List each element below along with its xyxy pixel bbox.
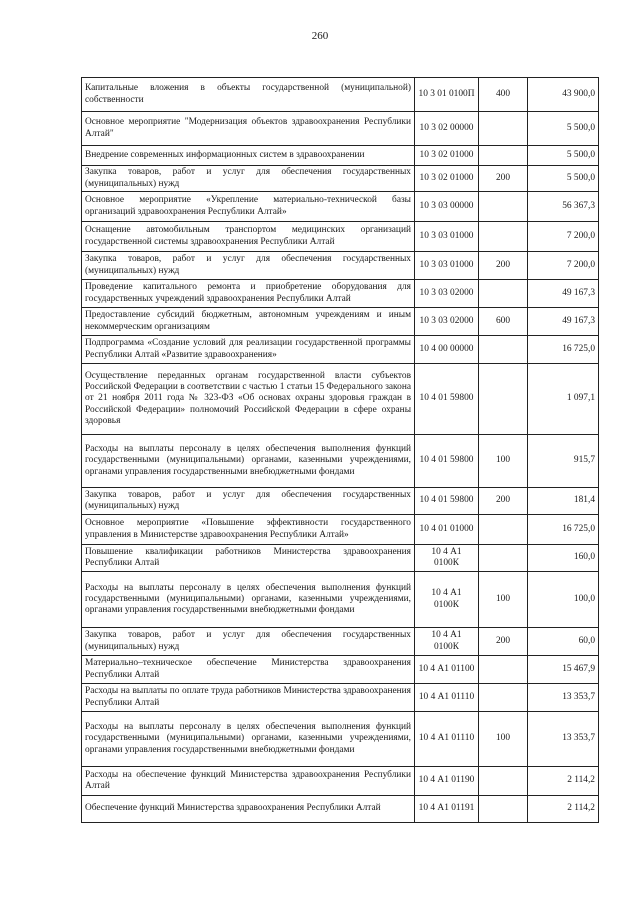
row-code: 10 4 А1 01100 xyxy=(415,656,479,684)
table-row xyxy=(82,364,599,435)
row-code: 10 4 00 00000 xyxy=(415,336,479,364)
row-name: Проведение капитального ремонта и приобретение оборудования для государственных учреждений здравоохранения Республики Алтай xyxy=(82,280,415,308)
row-amount: 13 353,7 xyxy=(528,712,599,767)
row-name: Осуществление переданных органам государственной власти субъектов Российской Федерации в соответствии с частью 1 статьи 15 Федерального закона от 21 ноября 2011 года № 323-ФЗ «Об основах охраны здоровья граждан в Российской Федерации» полномочий Российской Федерации в сфере охраны здоровья xyxy=(82,364,415,435)
budget-table xyxy=(81,77,599,823)
row-name: Расходы на обеспечение функций Министерства здравоохранения Республики Алтай xyxy=(82,767,415,796)
row-code: 10 3 02 01000 xyxy=(415,166,479,192)
page-number: 260 xyxy=(311,30,329,42)
row-name: Основное мероприятие «Укрепление материально-технической базы организаций здравоохранения Республики Алтай» xyxy=(82,192,415,222)
table-row xyxy=(82,146,599,166)
row-expense-type xyxy=(479,364,528,435)
table-row xyxy=(82,166,599,192)
row-amount: 181,4 xyxy=(528,488,599,515)
row-amount: 16 725,0 xyxy=(528,515,599,545)
table-row xyxy=(82,767,599,796)
row-code: 10 4 01 01000 xyxy=(415,515,479,545)
row-name: Закупка товаров, работ и услуг для обеспечения государственных (муниципальных) нужд xyxy=(82,488,415,515)
row-expense-type xyxy=(479,767,528,796)
row-name: Капитальные вложения в объекты государственной (муниципальной) собственности xyxy=(82,78,415,112)
table-row xyxy=(82,192,599,222)
row-name: Подпрограмма «Создание условий для реализации государственной программы Республики Алтай «Развитие здравоохранения» xyxy=(82,336,415,364)
row-amount: 5 500,0 xyxy=(528,146,599,166)
row-amount: 1 097,1 xyxy=(528,364,599,435)
row-expense-type: 200 xyxy=(479,628,528,656)
table-row xyxy=(82,308,599,336)
table-row xyxy=(82,336,599,364)
row-expense-type: 600 xyxy=(479,308,528,336)
row-expense-type: 400 xyxy=(479,78,528,112)
row-expense-type xyxy=(479,515,528,545)
row-name: Оснащение автомобильным транспортом медицинских организаций государственной системы здравоохранения Республики Алтай xyxy=(82,222,415,252)
row-code: 10 4 01 59800 xyxy=(415,435,479,488)
row-expense-type xyxy=(479,796,528,823)
row-code: 10 3 03 01000 xyxy=(415,252,479,280)
row-amount: 7 200,0 xyxy=(528,222,599,252)
row-expense-type xyxy=(479,192,528,222)
row-name: Внедрение современных информационных систем в здравоохранении xyxy=(82,146,415,166)
row-expense-type: 100 xyxy=(479,435,528,488)
row-expense-type xyxy=(479,280,528,308)
row-name: Материально–техническое обеспечение Министерства здравоохранения Республики Алтай xyxy=(82,656,415,684)
row-amount: 5 500,0 xyxy=(528,166,599,192)
row-code: 10 3 03 01000 xyxy=(415,222,479,252)
row-code: 10 3 02 00000 xyxy=(415,112,479,146)
row-name: Предоставление субсидий бюджетным, автономным учреждениям и иным некоммерческим организациям xyxy=(82,308,415,336)
table-row xyxy=(82,545,599,572)
row-expense-type xyxy=(479,545,528,572)
table-row xyxy=(82,796,599,823)
row-code: 10 4 А1 0100К xyxy=(415,628,479,656)
row-name: Основное мероприятие «Повышение эффективности государственного управления в Министерстве здравоохранения Республики Алтай» xyxy=(82,515,415,545)
row-amount: 43 900,0 xyxy=(528,78,599,112)
row-expense-type: 100 xyxy=(479,712,528,767)
row-amount: 60,0 xyxy=(528,628,599,656)
row-amount: 16 725,0 xyxy=(528,336,599,364)
row-name: Обеспечение функций Министерства здравоохранения Республики Алтай xyxy=(82,796,415,823)
row-expense-type xyxy=(479,336,528,364)
row-code: 10 3 03 02000 xyxy=(415,280,479,308)
table-row xyxy=(82,515,599,545)
row-name: Закупка товаров, работ и услуг для обеспечения государственных (муниципальных) нужд xyxy=(82,166,415,192)
row-code: 10 3 02 01000 xyxy=(415,146,479,166)
table-row xyxy=(82,488,599,515)
row-name: Расходы на выплаты по оплате труда работников Министерства здравоохранения Республики Алтай xyxy=(82,684,415,712)
table-row xyxy=(82,280,599,308)
table-row xyxy=(82,572,599,628)
row-name: Расходы на выплаты персоналу в целях обеспечения выполнения функций государственными (муниципальными) органами, казенными учреждениями, органами управления государственными внебюджетными фондами xyxy=(82,572,415,628)
row-amount: 7 200,0 xyxy=(528,252,599,280)
row-expense-type xyxy=(479,222,528,252)
row-amount: 56 367,3 xyxy=(528,192,599,222)
table-row xyxy=(82,712,599,767)
row-code: 10 4 01 59800 xyxy=(415,364,479,435)
row-code: 10 4 А1 01110 xyxy=(415,684,479,712)
row-name: Закупка товаров, работ и услуг для обеспечения государственных (муниципальных) нужд xyxy=(82,628,415,656)
row-expense-type: 200 xyxy=(479,166,528,192)
row-code: 10 4 А1 01110 xyxy=(415,712,479,767)
row-name: Расходы на выплаты персоналу в целях обеспечения выполнения функций государственными (муниципальными) органами, казенными учреждениями, органами управления государственными внебюджетными фондами xyxy=(82,435,415,488)
row-code: 10 4 А1 0100К xyxy=(415,572,479,628)
row-name: Повышение квалификации работников Министерства здравоохранения Республики Алтай xyxy=(82,545,415,572)
row-expense-type: 200 xyxy=(479,488,528,515)
table-row xyxy=(82,435,599,488)
row-code: 10 4 А1 01190 xyxy=(415,767,479,796)
row-amount: 2 114,2 xyxy=(528,796,599,823)
row-expense-type xyxy=(479,112,528,146)
row-amount: 915,7 xyxy=(528,435,599,488)
row-amount: 13 353,7 xyxy=(528,684,599,712)
table-row xyxy=(82,222,599,252)
row-code: 10 4 А1 0100К xyxy=(415,545,479,572)
row-name: Основное мероприятие "Модернизация объектов здравоохранения Республики Алтай" xyxy=(82,112,415,146)
row-name: Расходы на выплаты персоналу в целях обеспечения выполнения функций государственными (муниципальными) органами, казенными учреждениями, органами управления государственными внебюджетными фондами xyxy=(82,712,415,767)
row-expense-type xyxy=(479,656,528,684)
row-expense-type xyxy=(479,146,528,166)
row-amount: 5 500,0 xyxy=(528,112,599,146)
row-amount: 2 114,2 xyxy=(528,767,599,796)
row-expense-type: 200 xyxy=(479,252,528,280)
table-row xyxy=(82,684,599,712)
row-amount: 100,0 xyxy=(528,572,599,628)
row-amount: 49 167,3 xyxy=(528,308,599,336)
row-expense-type: 100 xyxy=(479,572,528,628)
table-row xyxy=(82,628,599,656)
row-amount: 15 467,9 xyxy=(528,656,599,684)
table-row xyxy=(82,78,599,112)
row-code: 10 4 01 59800 xyxy=(415,488,479,515)
table-row xyxy=(82,656,599,684)
table-row xyxy=(82,252,599,280)
row-code: 10 3 01 0100П xyxy=(415,78,479,112)
row-expense-type xyxy=(479,684,528,712)
row-amount: 49 167,3 xyxy=(528,280,599,308)
row-name: Закупка товаров, работ и услуг для обеспечения государственных (муниципальных) нужд xyxy=(82,252,415,280)
row-code: 10 3 03 00000 xyxy=(415,192,479,222)
row-code: 10 4 А1 01191 xyxy=(415,796,479,823)
row-code: 10 3 03 02000 xyxy=(415,308,479,336)
table-row xyxy=(82,112,599,146)
row-amount: 160,0 xyxy=(528,545,599,572)
